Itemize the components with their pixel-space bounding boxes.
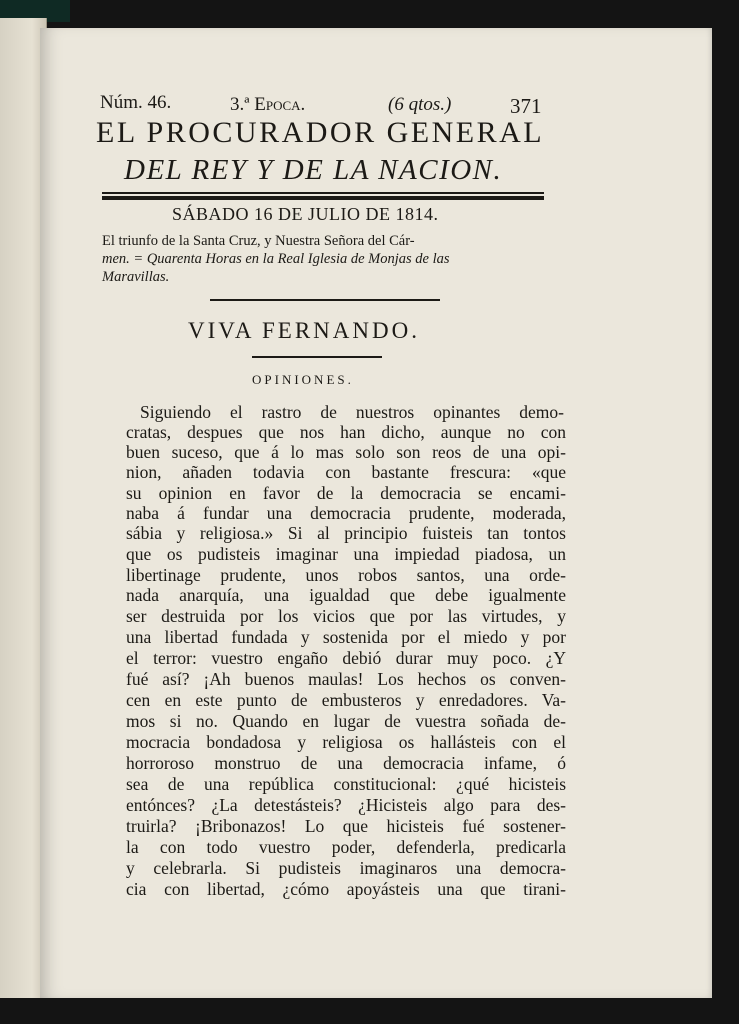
quartos-label: (6 qtos.) xyxy=(388,94,452,115)
body-line: naba á fundar una democracia prudente, moderada, xyxy=(126,503,566,523)
body-line: que os pudisteis imaginar una impiedad piadosa, un xyxy=(126,544,566,564)
body-line: entónces? ¿La detestásteis? ¿Hicisteis algo para des- xyxy=(126,795,566,815)
body-line: buen suceso, que á lo mas solo son reos de una opi- xyxy=(126,442,566,462)
date-line: SÁBADO 16 DE JULIO DE 1814. xyxy=(172,204,439,224)
body-line: libertinage prudente, unos robos santos, una orde- xyxy=(126,565,566,585)
feast-line-2: men. = Quarenta Horas en la Real Iglesia de Monjas de las xyxy=(102,251,450,267)
body-line: nada anarquía, una igualdad que debe igualmente xyxy=(126,585,566,605)
body-line: sábia y religiosa.» Si al principio fuisteis tan tontos xyxy=(126,523,566,543)
masthead-rule-thick xyxy=(102,196,544,200)
motto-rule xyxy=(252,356,382,358)
issue-number: Núm. 46. xyxy=(100,92,172,113)
masthead-title: EL PROCURADOR GENERAL xyxy=(96,116,545,149)
page-number: 371 xyxy=(510,94,542,118)
section-title: OPINIONES. xyxy=(252,372,354,387)
body-line: una libertad fundada y sostenida por el miedo y por xyxy=(126,627,566,647)
body-line: nion, añaden todavia con bastante frescura: «que xyxy=(126,462,566,482)
newspaper-page xyxy=(40,28,712,998)
epoch-label: 3.ª Epoca. xyxy=(230,94,306,115)
feast-line-1: El triunfo de la Santa Cruz, y Nuestra Señora del Cár- xyxy=(102,233,415,249)
masthead-subtitle: DEL REY Y DE LA NACION. xyxy=(124,154,503,186)
body-line: y celebrarla. Si pudisteis imaginaros una democra- xyxy=(126,858,566,878)
body-line: su opinion en favor de la democracia se encami- xyxy=(126,483,566,503)
body-line: ser destruida por los vicios que por las virtudes, y xyxy=(126,606,566,626)
body-line: truirla? ¡Bribonazos! Lo que hicisteis fué sostener- xyxy=(126,816,566,836)
body-line: el terror: vuestro engaño debió durar muy poco. ¿Y xyxy=(126,648,566,668)
body-line: Siguiendo el rastro de nuestros opinantes demo- xyxy=(140,402,564,422)
section-rule xyxy=(210,299,440,301)
feast-line-3: Maravillas. xyxy=(102,269,170,285)
body-line: cratas, despues que nos han dicho, aunque no con xyxy=(126,422,566,442)
motto: VIVA FERNANDO. xyxy=(188,318,420,343)
masthead-rule-thin xyxy=(102,192,544,194)
body-line: mocracia bondadosa y religiosa os hallásteis con el xyxy=(126,732,566,752)
body-line: la con todo vuestro poder, defenderla, predicarla xyxy=(126,837,566,857)
body-line: sea de una república constitucional: ¿qué hicisteis xyxy=(126,774,566,794)
body-line: cia con libertad, ¿cómo apoyásteis una que tirani- xyxy=(126,879,566,899)
body-line: fué así? ¡Ah buenos maulas! Los hechos os conven- xyxy=(126,669,566,689)
body-line: horroroso monstruo de una democracia infame, ó xyxy=(126,753,566,773)
body-line: mos si no. Quando en lugar de vuestra soñada de- xyxy=(126,711,566,731)
body-line: cen en este punto de embusteros y enredadores. Va- xyxy=(126,690,566,710)
